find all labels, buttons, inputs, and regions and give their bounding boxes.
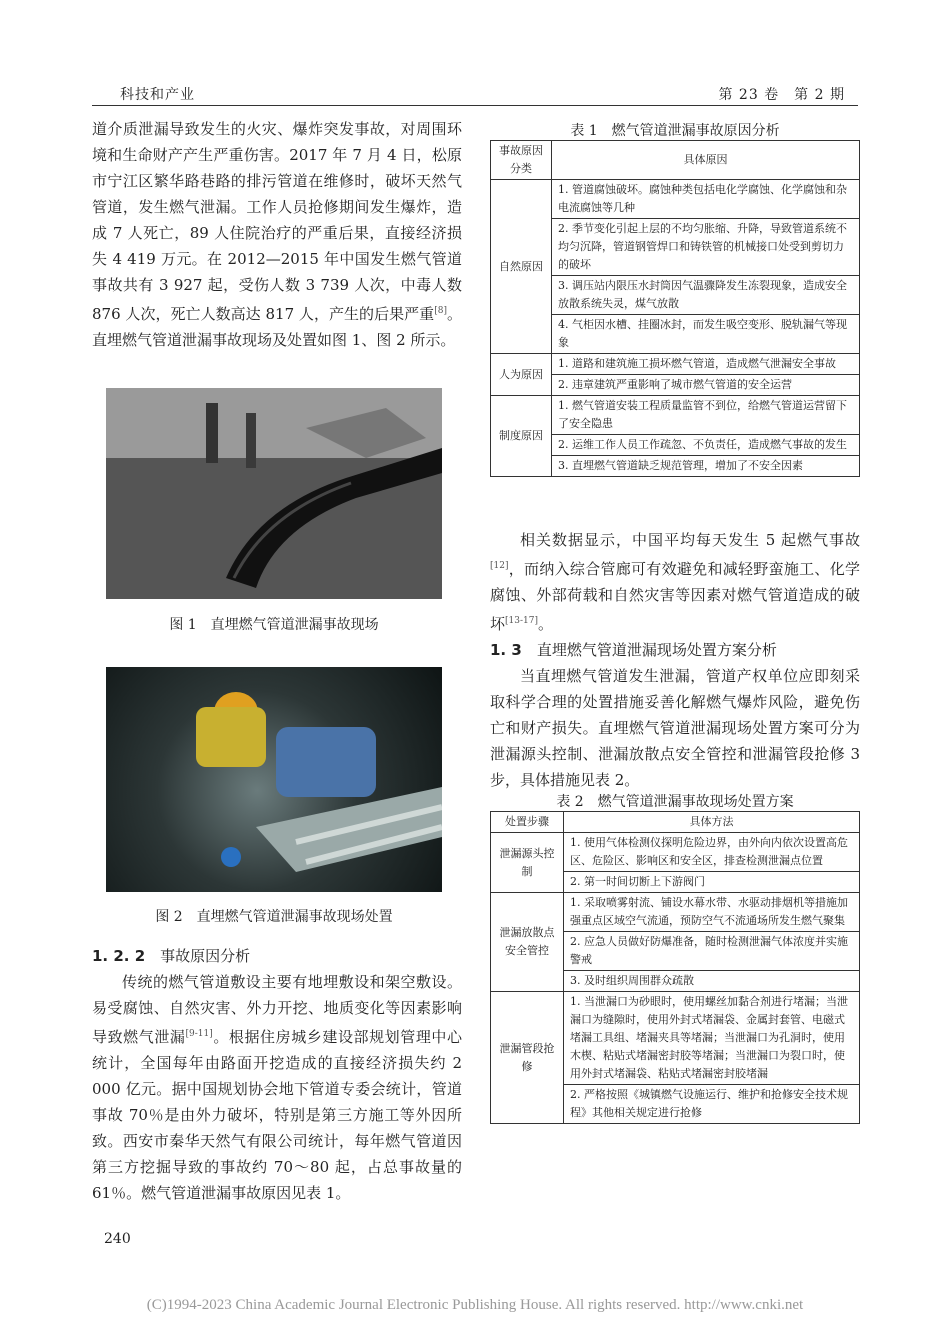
table-1-head-category: 事故原因分类	[491, 141, 552, 180]
citation-9-11[interactable]: [9-11]	[185, 1029, 213, 1039]
detail-cell: 4. 气柜因水槽、挂圈冰封，而发生吸空变形、脱轨漏气等现象	[552, 315, 860, 354]
table-row	[491, 180, 860, 219]
section-1-2-2	[92, 943, 462, 1206]
paragraph-4: 当直埋燃气管道发生泄漏，管道产权单位应即刻采取科学合理的处置措施妥善化解燃气爆炸风险，避免伤亡和财产损失。直埋燃气管道泄漏现场处置方案可分为泄漏源头控制、泄漏放散点安全管控和泄漏管段抢修 3 步，具体措施见表 2。	[490, 667, 860, 789]
page-number: 240	[104, 1231, 131, 1247]
step-cell: 泄漏放散点安全管控	[491, 893, 564, 992]
right-text-block	[490, 527, 860, 793]
table-1-head-detail: 具体原因	[552, 141, 860, 180]
running-header-issue: 第 23 卷 第 2 期	[718, 87, 845, 103]
section-heading-1-2-2: 1. 2. 2 事故原因分析	[92, 947, 251, 965]
figure-1-caption: 图 1 直埋燃气管道泄漏事故现场	[169, 617, 379, 633]
paragraph-2: 传统的燃气管道敷设主要有地埋敷设和架空敷设。易受腐蚀、自然灾害、外力开挖、地质变化等因素影响导致燃气泄漏[9-11]。根据住房城乡建设部规划管理中心统计，全国每年由路面开挖造成的直接经济损失约 2 000 亿元。据中国规划协会地下管道专委会统计，管道事故 70％是由外力破坏，特别是第三方施工等外因所致。西安市秦华天然气有限公司统计，每年燃气管道因第三方挖掘导致的事故约 70～80 起，占总事故量的 61％。燃气管道泄漏事故原因见表 1。	[92, 973, 462, 1202]
detail-cell: 2. 季节变化引起上层的不均匀胀缩、升降，导致管道系统不均匀沉降，管道钢管焊口和铸铁管的机械接口处受到剪切力的破坏	[552, 219, 860, 276]
header-rule	[92, 105, 858, 106]
method-cell: 2. 应急人员做好防爆准备，随时检测泄漏气体浓度并实施警戒	[564, 932, 860, 971]
figure-2-photo	[106, 667, 442, 892]
copyright-footer: (C)1994-2023 China Academic Journal Electronic Publishing House. All rights reserved. http://www.cnki.net	[146, 1297, 804, 1313]
method-cell: 1. 使用气体检测仪探明危险边界，由外向内依次设置高危区、危险区、影响区和安全区，排查检测泄漏点位置	[564, 833, 860, 872]
table-2-title: 表 2 燃气管道泄漏事故现场处置方案	[556, 794, 794, 810]
citation-8[interactable]: [8]	[434, 306, 447, 316]
running-header-journal: 科技和产业	[120, 87, 195, 103]
figure-2-caption: 图 2 直埋燃气管道泄漏事故现场处置	[155, 909, 393, 925]
table-row	[491, 396, 860, 435]
repair-photo-illustration	[106, 667, 442, 892]
detail-cell: 2. 运维工作人员工作疏忽、不负责任，造成燃气事故的发生	[552, 435, 860, 456]
table-row	[491, 992, 860, 1085]
table-1-title: 表 1 燃气管道泄漏事故原因分析	[570, 123, 780, 139]
step-cell: 泄漏源头控制	[491, 833, 564, 893]
section-heading-1-3: 1. 3 直埋燃气管道泄漏现场处置方案分析	[490, 641, 777, 659]
category-cell: 制度原因	[491, 396, 552, 477]
citation-13-17[interactable]: [13-17]	[505, 616, 538, 626]
table-row	[491, 893, 860, 932]
category-cell: 人为原因	[491, 354, 552, 396]
method-cell: 1. 采取喷雾射流、铺设水幕水带、水驱动排烟机等措施加强重点区域空气流通，预防空气不流通场所发生燃气聚集	[564, 893, 860, 932]
table-2-head-step: 处置步骤	[491, 812, 564, 833]
detail-cell: 3. 调压站内限压水封筒因气温骤降发生冻裂现象，造成安全放散系统失灵，煤气放散	[552, 276, 860, 315]
method-cell: 1. 当泄漏口为砂眼时，使用螺丝加黏合剂进行堵漏；当泄漏口为缝隙时，使用外封式堵漏袋、金属封套管、电磁式堵漏工具组、堵漏夹具等堵漏；当泄漏口为孔洞时，使用木楔、粘贴式堵漏密封胶等堵漏；当泄漏口为裂口时，使用外封式堵漏袋、粘贴式堵漏密封胶堵漏	[564, 992, 860, 1085]
table-row	[491, 833, 860, 872]
table-row	[491, 354, 860, 375]
table-2	[490, 811, 860, 1124]
left-column	[92, 116, 462, 353]
detail-cell: 1. 道路和建筑施工损坏燃气管道，造成燃气泄漏安全事故	[552, 354, 860, 375]
detail-cell: 1. 燃气管道安装工程质量监管不到位，给燃气管道运营留下了安全隐患	[552, 396, 860, 435]
method-cell: 2. 严格按照《城镇燃气设施运行、维护和抢修安全技术规程》其他相关规定进行抢修	[564, 1085, 860, 1124]
citation-12[interactable]: [12]	[490, 561, 509, 571]
method-cell: 3. 及时组织周围群众疏散	[564, 971, 860, 992]
detail-cell: 3. 直埋燃气管道缺乏规范管理，增加了不安全因素	[552, 456, 860, 477]
step-cell: 泄漏管段抢修	[491, 992, 564, 1124]
figure-1-photo	[106, 388, 442, 599]
detail-cell: 2. 违章建筑严重影响了城市燃气管道的安全运营	[552, 375, 860, 396]
detail-cell: 1. 管道腐蚀破坏。腐蚀种类包括电化学腐蚀、化学腐蚀和杂电流腐蚀等几种	[552, 180, 860, 219]
paragraph-3: 相关数据显示，中国平均每天发生 5 起燃气事故[12]，而纳入综合管廊可有效避免和减轻野蛮施工、化学腐蚀、外部荷载和自然灾害等因素对燃气管道造成的破坏[13-17]。	[490, 531, 860, 633]
pipe-photo-illustration	[106, 388, 442, 599]
paragraph-1: 道介质泄漏导致发生的火灾、爆炸突发事故，对周围环境和生命财产产生严重伤害。2017 年 7 月 4 日，松原市宁江区繁华路巷路的排污管道在维修时，破坏天然气管道，发生燃气泄漏。工作人员抢修期间发生爆炸，造成 7 人死亡，89 人住院治疗的严重后果，直接经济损失 4 419 万元。在 2012—2015 年中国发生燃气管道事故共有 3 927 起，受伤人数 3 739 人次，中毒人数 876 人次，死亡人数高达 817 人，产生的后果严重[8]。直埋燃气管道泄漏事故现场及处置如图 1、图 2 所示。	[92, 120, 462, 349]
method-cell: 2. 第一时间切断上下游阀门	[564, 872, 860, 893]
category-cell: 自然原因	[491, 180, 552, 354]
table-2-head-method: 具体方法	[564, 812, 860, 833]
table-1	[490, 140, 860, 477]
